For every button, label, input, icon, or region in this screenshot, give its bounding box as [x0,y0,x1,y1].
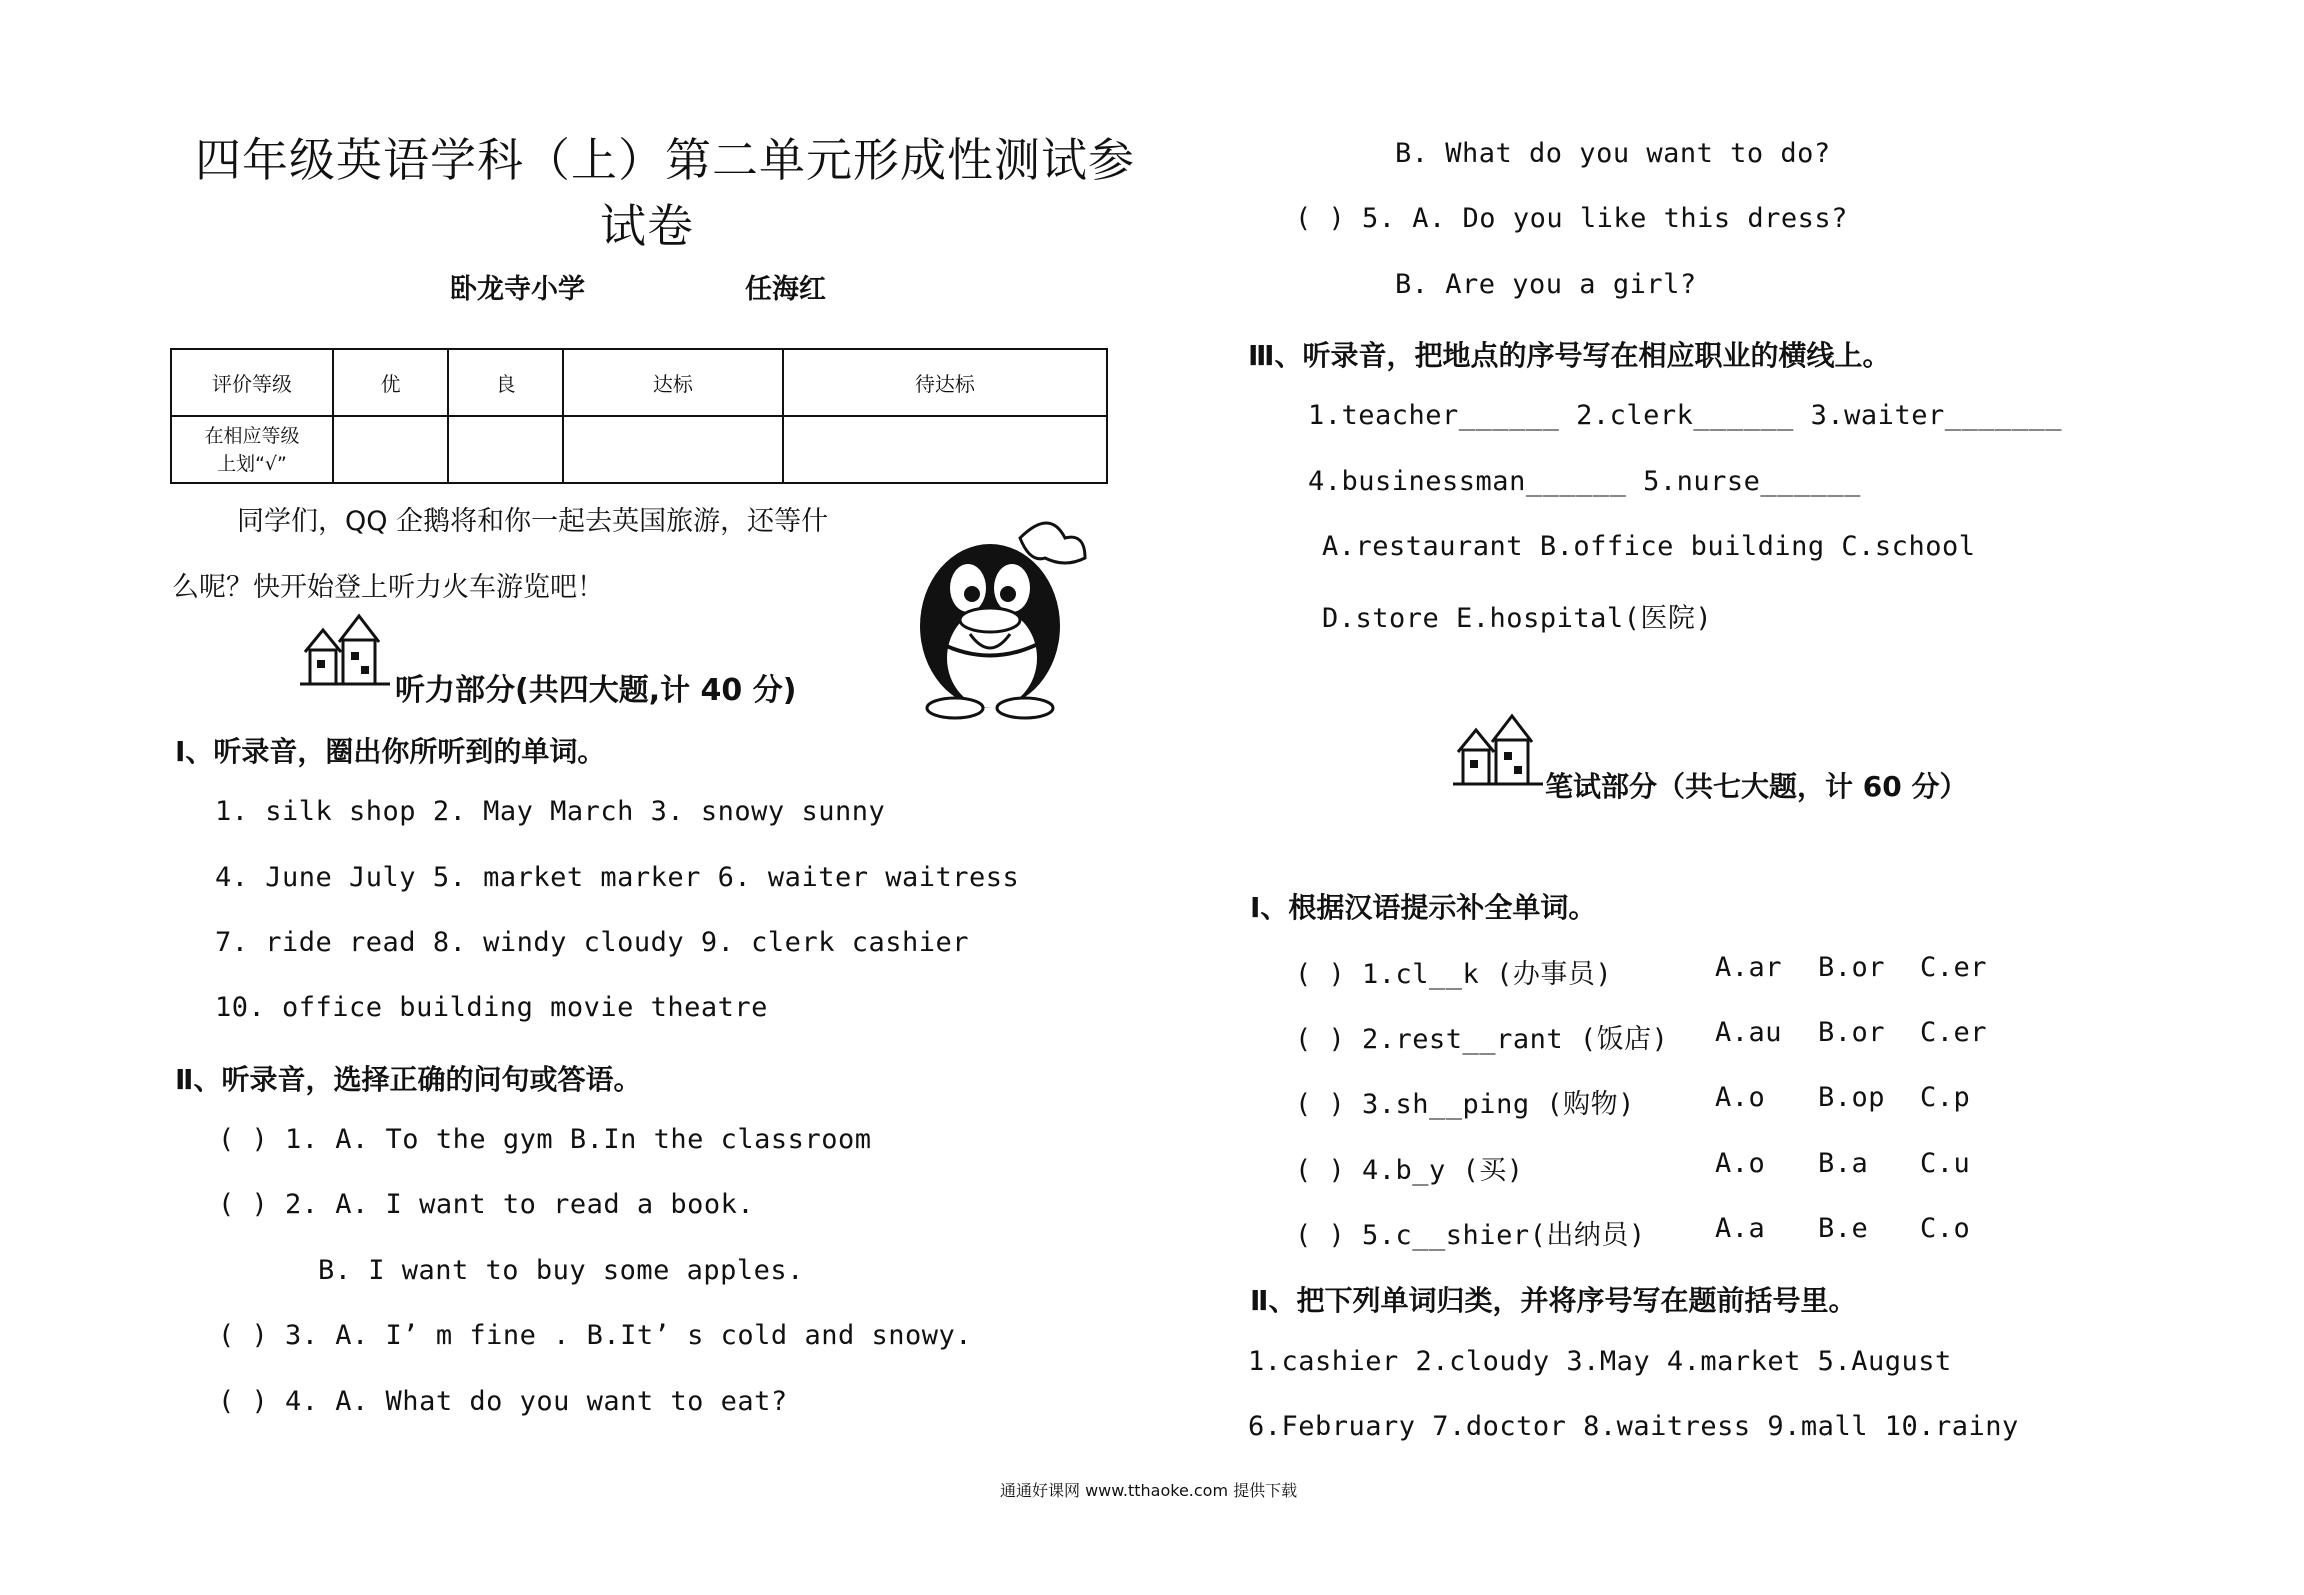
l1-line: 1. silk shop 2. May March 3. snowy sunny [215,796,886,827]
w1-option-b: B.or [1818,1017,1886,1048]
l2-line: B. Are you a girl? [1395,269,1697,300]
l1-heading: Ⅰ、听录音，圈出你所听到的单词。 [175,735,606,768]
intro-text: 同学们，QQ 企鹅将和你一起去英国旅游，还等什 [237,506,829,537]
l2-line: ( ) 5. A. Do you like this dress? [1295,203,1848,234]
w1-question: ( ) 2.rest__rant (饭店) [1295,1024,1669,1055]
w2-line: 1.cashier 2.cloudy 3.May 4.market 5.August [1248,1346,1952,1377]
house-icon [295,612,395,692]
grade-mark-cell[interactable] [783,416,1107,483]
l2-line: ( ) 1. A. To the gym B.In the classroom [218,1124,872,1155]
l2-line: B. I want to buy some apples. [318,1255,804,1286]
writing-banner [1448,712,1548,796]
w1-option-a: A.o [1715,1148,1766,1179]
grade-mark-cell[interactable] [563,416,783,483]
w2-heading: Ⅱ、把下列单词归类，并将序号写在题前括号里。 [1250,1284,1857,1317]
w1-question: ( ) 1.cl__k (办事员) [1295,959,1613,990]
l1-line: 4. June July 5. market marker 6. waiter waitress [215,862,1020,893]
w1-question: ( ) 4.b_y (买) [1295,1155,1524,1186]
w1-option-a: A.au [1715,1017,1783,1048]
school-name: 卧龙寺小学 [450,274,585,305]
l3-line: D.store E.hospital(医院) [1322,603,1713,634]
footer-text: 通通好课网 www.tthaoke.com 提供下载 [1000,1481,1298,1500]
l2-heading: Ⅱ、听录音，选择正确的问句或答语。 [175,1063,642,1096]
l3-line: 1.teacher______ 2.clerk______ 3.waiter_______ [1308,400,2062,431]
writing-title: 笔试部分（共七大题，计 60 分） [1545,770,1968,803]
grade-row-label-line: 上划“√” [217,452,287,475]
w1-option-b: B.op [1818,1082,1886,1113]
w1-option-c: C.u [1920,1148,1971,1179]
listening-title: 听力部分(共四大题,计 40 分) [395,673,797,708]
w1-option-a: A.ar [1715,952,1783,983]
w1-option-a: A.o [1715,1082,1766,1113]
page-title-cont: 试卷 [600,199,694,253]
w1-option-b: B.or [1818,952,1886,983]
w1-question: ( ) 3.sh__ping (购物) [1295,1089,1635,1120]
w1-option-c: C.er [1920,952,1988,983]
l2-line: ( ) 3. A. I’ m fine . B.It’ s cold and snowy. [218,1320,972,1351]
page-title: 四年级英语学科（上）第二单元形成性测试参 [195,133,1135,187]
listening-banner [295,612,395,692]
w1-heading: Ⅰ、根据汉语提示补全单词。 [1250,891,1597,924]
grade-mark-cell[interactable] [333,416,448,483]
grade-header-cell: 良 [448,349,563,416]
w1-option-a: A.a [1715,1213,1766,1244]
grade-row-label [171,416,333,483]
w1-question: ( ) 5.c__shier(出纳员) [1295,1220,1646,1251]
l3-heading: Ⅲ、听录音，把地点的序号写在相应职业的横线上。 [1248,339,1891,372]
w1-option-b: B.a [1818,1148,1869,1179]
w1-option-c: C.er [1920,1017,1988,1048]
house-icon [1448,712,1548,792]
l3-line: 4.businessman______ 5.nurse______ [1308,466,1861,497]
grade-mark-cell[interactable] [448,416,563,483]
l3-line: A.restaurant B.office building C.school [1322,531,1976,562]
w1-option-b: B.e [1818,1213,1869,1244]
intro-text: 么呢？快开始登上听力火车游览吧！ [172,572,604,603]
w2-line: 6.February 7.doctor 8.waitress 9.mall 10.rainy [1248,1411,2019,1442]
w1-option-c: C.o [1920,1213,1971,1244]
l2-line: ( ) 2. A. I want to read a book. [218,1189,755,1220]
l2-line: ( ) 4. A. What do you want to eat? [218,1386,788,1417]
teacher-name: 任海红 [745,274,826,305]
l2-line: B. What do you want to do? [1395,138,1831,169]
grade-header-cell: 评价等级 [171,349,333,416]
l1-line: 7. ride read 8. windy cloudy 9. clerk cashier [215,927,969,958]
penguin-icon [900,508,1090,723]
grade-table [170,348,1108,484]
l1-line: 10. office building movie theatre [215,992,768,1023]
grade-header-cell: 待达标 [783,349,1107,416]
w1-option-c: C.p [1920,1082,1971,1113]
grade-header-cell: 达标 [563,349,783,416]
grade-row-label-line: 在相应等级 [204,424,300,447]
grade-header-cell: 优 [333,349,448,416]
